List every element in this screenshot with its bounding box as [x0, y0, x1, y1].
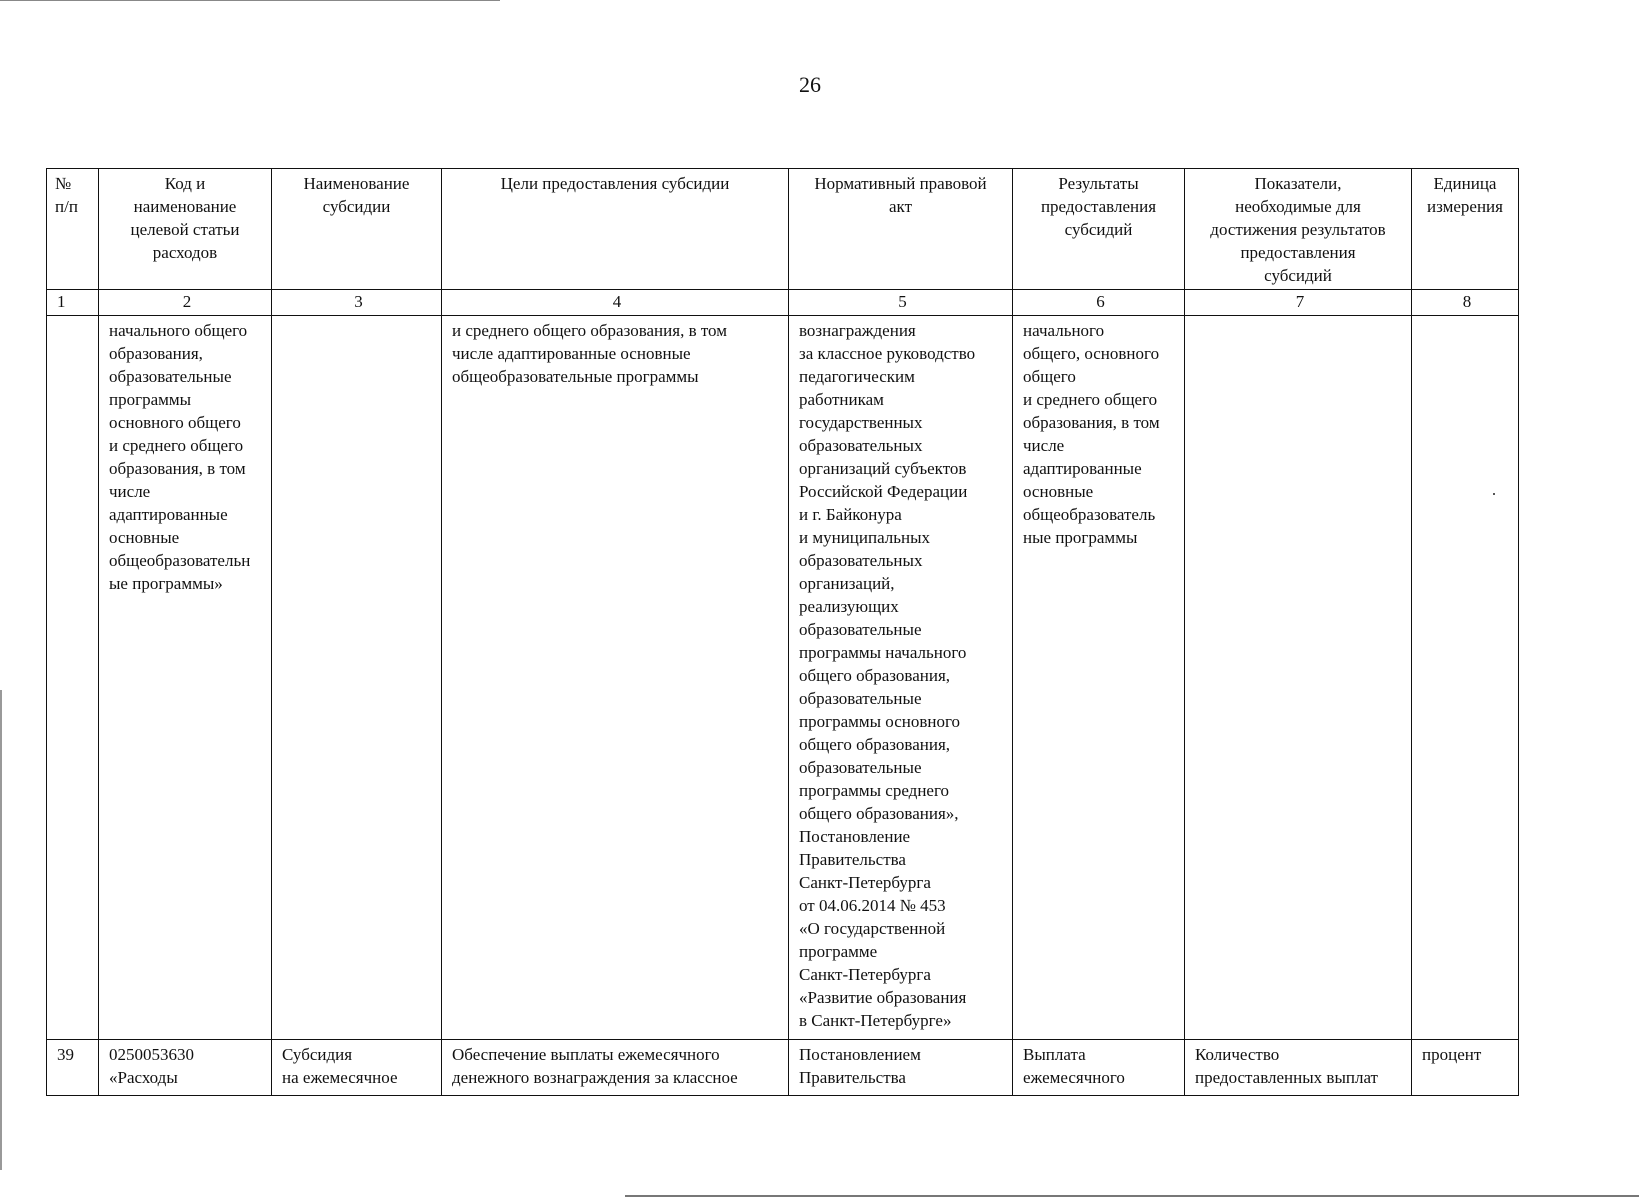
- table-cell: Субсидия на ежемесячное: [272, 1040, 442, 1096]
- column-number-cell: 4: [442, 290, 789, 316]
- header-cell-number: № п/п: [47, 169, 99, 290]
- table-cell: Обеспечение выплаты ежемесячного денежного вознаграждения за классное: [442, 1040, 789, 1096]
- table-cell: вознаграждения за классное руководство педагогическим работникам государственных образовательных организаций субъектов Российской Федерации и г. Байконура и муниципальных образовательных организаций, реализующих образовательные программы начального общего образования, образовательные программы основного общего образования, образовательные программы среднего общего образования», Постановление Правительства Санкт-Петербурга от 04.06.2014 № 453 «О государственной программе Санкт-Петербурга «Развитие образования в Санкт-Петербурге»: [789, 316, 1013, 1040]
- scan-edge-bottom: [625, 1195, 1639, 1197]
- table-cell: [47, 316, 99, 1040]
- header-cell-subsidy-name: Наименование субсидии: [272, 169, 442, 290]
- subsidy-table: [46, 168, 1519, 1096]
- header-cell-unit: Единица измерения: [1412, 169, 1519, 290]
- table-cell: Постановлением Правительства: [789, 1040, 1013, 1096]
- column-number-cell: 8: [1412, 290, 1519, 316]
- column-number-cell: 5: [789, 290, 1013, 316]
- header-cell-results: Результаты предоставления субсидий: [1013, 169, 1185, 290]
- header-cell-goals: Цели предоставления субсидии: [442, 169, 789, 290]
- scan-edge-top: [0, 0, 500, 1]
- table-cell: [1185, 316, 1412, 1040]
- table-cell: и среднего общего образования, в том числе адаптированные основные общеобразовательные программы: [442, 316, 789, 1040]
- column-number-row: [47, 290, 1519, 316]
- table-row-39: [47, 1040, 1519, 1096]
- column-number-cell: 3: [272, 290, 442, 316]
- column-number-cell: 2: [99, 290, 272, 316]
- table-cell: Выплата ежемесячного: [1013, 1040, 1185, 1096]
- scan-edge-left: [0, 690, 2, 1170]
- table-row-continuation: [47, 316, 1519, 1040]
- table-cell: начального общего образования, образовательные программы основного общего и среднего общего образования, в том числе адаптированные основные общеобразовательн ые программы»: [99, 316, 272, 1040]
- column-number-cell: 1: [47, 290, 99, 316]
- column-number-cell: 7: [1185, 290, 1412, 316]
- header-cell-legal-act: Нормативный правовой акт: [789, 169, 1013, 290]
- table-cell: начального общего, основного общего и среднего общего образования, в том числе адаптированные основные общеобразователь ные программы: [1013, 316, 1185, 1040]
- table-cell: 0250053630 «Расходы: [99, 1040, 272, 1096]
- column-number-cell: 6: [1013, 290, 1185, 316]
- table-cell: 39: [47, 1040, 99, 1096]
- page-number: 26: [799, 72, 821, 97]
- header-row: [47, 169, 1519, 290]
- table-cell: процент: [1412, 1040, 1519, 1096]
- scan-speck: [1493, 493, 1495, 495]
- table-cell: Количество предоставленных выплат: [1185, 1040, 1412, 1096]
- table-cell: [1412, 316, 1519, 1040]
- header-cell-indicators: Показатели, необходимые для достижения результатов предоставления субсидий: [1185, 169, 1412, 290]
- header-cell-code: Код и наименование целевой статьи расходов: [99, 169, 272, 290]
- table-cell: [272, 316, 442, 1040]
